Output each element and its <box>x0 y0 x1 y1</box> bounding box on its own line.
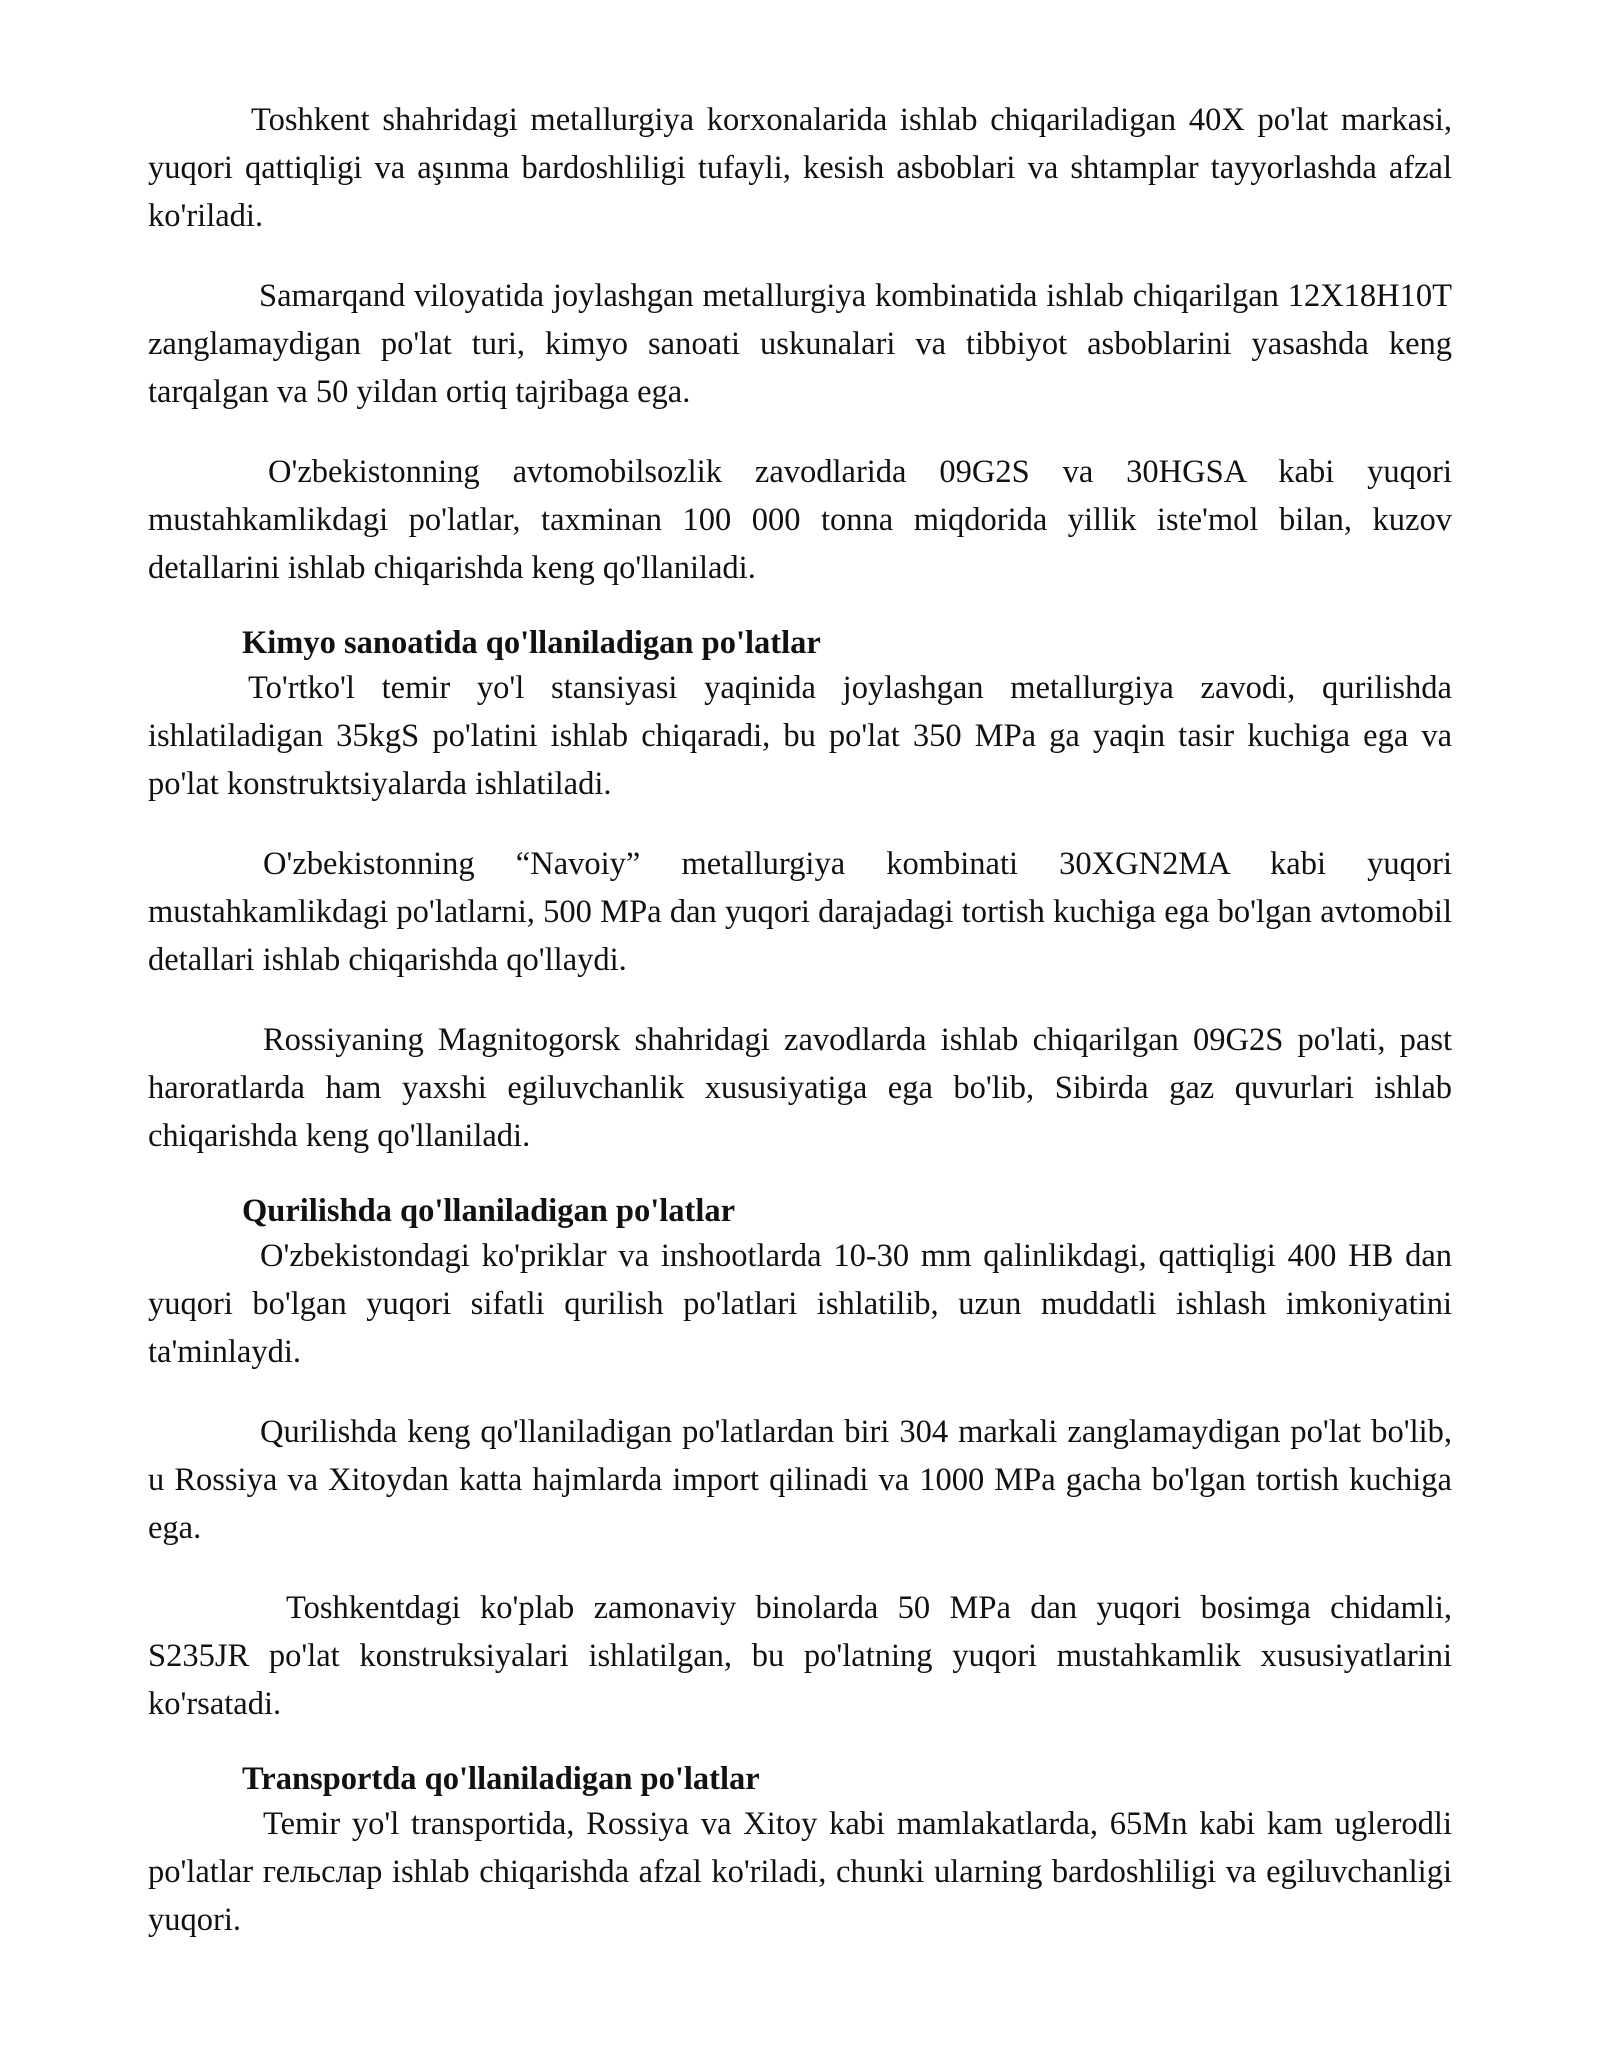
heading-chemical-industry-steels: Kimyo sanoatida qo'llaniladigan po'latlar <box>242 625 821 661</box>
paragraph-navoiy-kombinat: O'zbekistonning “Navoiy” metallurgiya kombinati 30XGN2MA kabi yuqori mustahkamlikdagi po'latlarni, 500 MPa dan yuqori darajadagi tortish kuchiga ega bo'lgan avtomobil detallari ishlab chiqarishda qo'llaydi. <box>148 846 1452 978</box>
paragraph-magnitogorsk-steel: Rossiyaning Magnitogorsk shahridagi zavodlarda ishlab chiqarilgan 09G2S po'lati, past haroratlarda ham yaxshi egiluvchanlik xususiyatiga ega bo'lib, Sibirda gaz quvurlari ishlab chiqarishda keng qo'llaniladi. <box>148 1022 1452 1154</box>
paragraph-40x-steel: Toshkent shahridagi metallurgiya korxonalarida ishlab chiqariladigan 40X po'lat markasi, yuqori qattiqligi va aşınma bardoshliligi tufayli, kesish asboblari va shtamplar tayyorlashda afzal ko'riladi. <box>148 102 1452 234</box>
paragraph-35kgs-steel: To'rtko'l temir yo'l stansiyasi yaqinida joylashgan metallurgiya zavodi, qurilishda ishlatiladigan 35kgS po'latini ishlab chiqaradi, bu po'lat 350 MPa ga yaqin tasir kuchiga ega va po'lat konstruktsiyalarda ishlatiladi. <box>148 670 1452 802</box>
paragraph-stainless-steel: Samarqand viloyatida joylashgan metallurgiya kombinatida ishlab chiqarilgan 12X18H10T zanglamaydigan po'lat turi, kimyo sanoati uskunalari va tibbiyot asboblarini yasashda keng tarqalgan va 50 yildan ortiq tajribaga ega. <box>148 278 1452 410</box>
document-page <box>148 96 1452 1944</box>
heading-construction-steels: Qurilishda qo'llaniladigan po'latlar <box>242 1193 736 1229</box>
paragraph-rail-steels: Temir yo'l transportida, Rossiya va Xitoy kabi mamlakatlarda, 65Mn kabi kam uglerodli po'latlar гельслар ishlab chiqarishda afzal ko'riladi, chunki ularning bardoshliligi va egiluvchanligi yuqori. <box>148 1806 1452 1938</box>
heading-transport-steels: Transportda qo'llaniladigan po'latlar <box>242 1761 760 1797</box>
paragraph-bridge-steels: O'zbekistondagi ko'priklar va inshootlarda 10-30 mm qalinlikdagi, qattiqligi 400 HB dan yuqori bo'lgan yuqori sifatli qurilish po'latlari ishlatilib, uzun muddatli ishlash imkoniyatini ta'minlaydi. <box>148 1238 1452 1370</box>
paragraph-s235jr-steel: Toshkentdagi ko'plab zamonaviy binolarda 50 MPa dan yuqori bosimga chidamli, S235JR po'lat konstruksiyalari ishlatilgan, bu po'latning yuqori mustahkamlik xususiyatlarini ko'rsatadi. <box>148 1590 1452 1722</box>
paragraph-304-steel: Qurilishda keng qo'llaniladigan po'latlardan biri 304 markali zanglamaydigan po'lat bo'lib, u Rossiya va Xitoydan katta hajmlarda import qilinadi va 1000 MPa gacha bo'lgan tortish kuchiga ega. <box>148 1414 1452 1546</box>
paragraph-automotive-steel: O'zbekistonning avtomobilsozlik zavodlarida 09G2S va 30HGSA kabi yuqori mustahkamlikdagi po'latlar, taxminan 100 000 tonna miqdorida yillik iste'mol bilan, kuzov detallarini ishlab chiqarishda keng qo'llaniladi. <box>148 454 1452 586</box>
